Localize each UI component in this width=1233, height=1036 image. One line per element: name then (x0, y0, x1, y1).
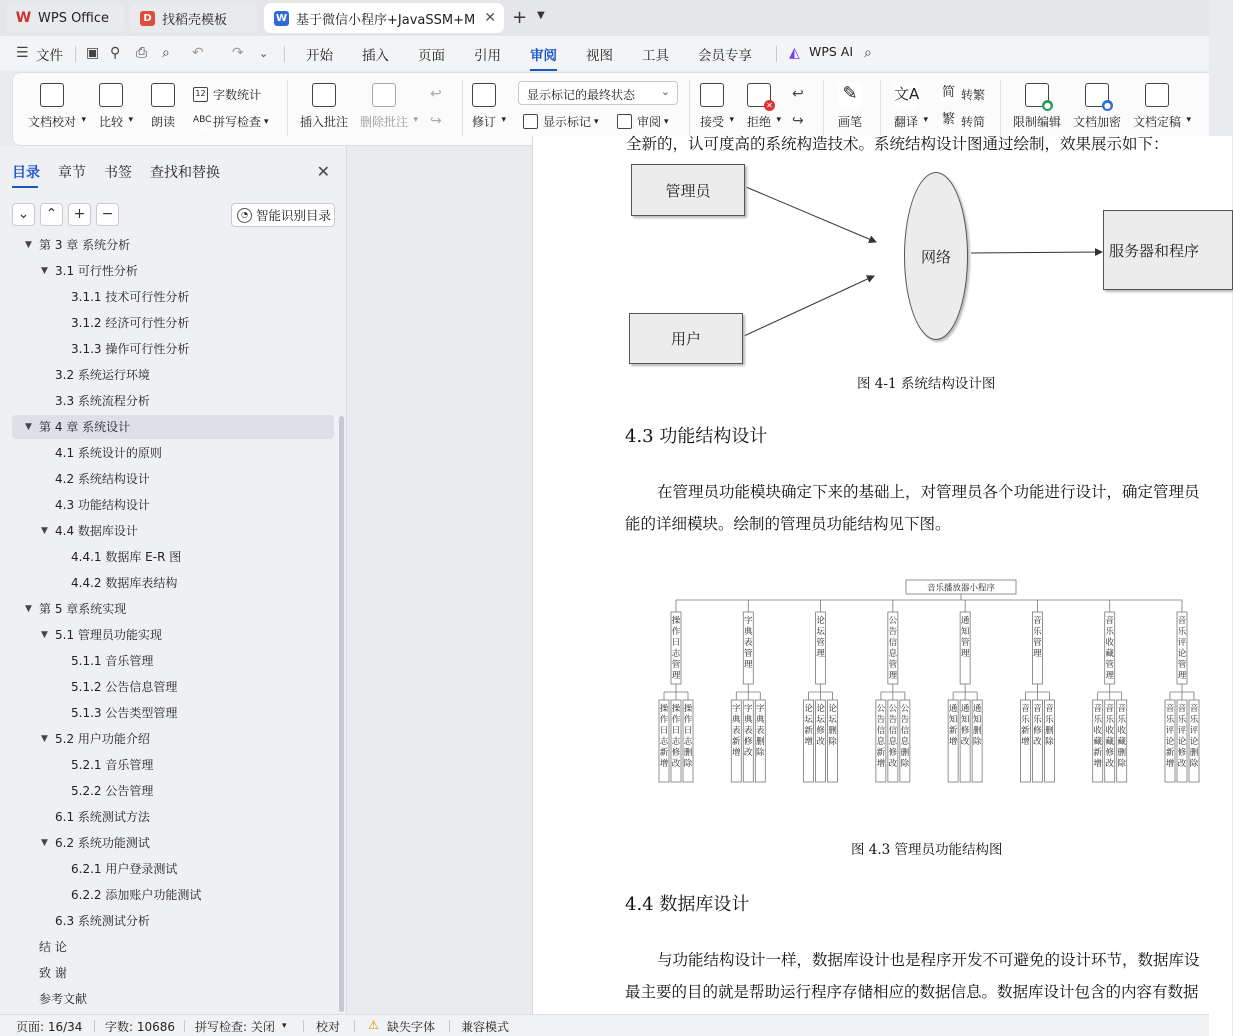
toc-item[interactable] (41, 623, 162, 647)
encrypt-button[interactable] (1073, 83, 1121, 130)
server-box: 服务器和程序 (1103, 210, 1233, 290)
chevron-down-icon: ⌄ (660, 85, 670, 98)
org-leaf-label: 音乐评论删除 (1189, 704, 1199, 769)
expand-toggle-icon[interactable]: ▼ (41, 838, 48, 848)
toc-item-label: 5.1.2 公告信息管理 (71, 680, 178, 694)
prev-change-icon[interactable]: ↩ (792, 86, 804, 102)
new-tab-icon[interactable]: + (512, 7, 528, 28)
close-icon[interactable]: ✕ (316, 162, 330, 181)
toc-item[interactable] (12, 415, 334, 439)
toc-item-label: 3.1 可行性分析 (55, 264, 138, 278)
org-leaf-label: 音乐修改 (1033, 704, 1042, 747)
print-preview-icon[interactable]: ⌕ (162, 45, 170, 61)
track-changes-label: 修订 (472, 115, 497, 129)
word-count-icon: 12 (193, 87, 208, 102)
expand-all-button[interactable]: ⌄ (12, 203, 35, 226)
toc-item[interactable] (39, 987, 87, 1011)
toc-item[interactable] (71, 857, 177, 881)
toc-item-label: 第 3 章 系统分析 (39, 238, 131, 252)
menu-tools[interactable]: 工具 (642, 48, 669, 64)
org-leaf-label: 操作日志修改 (671, 704, 681, 769)
admin-to-network-arrow (746, 187, 876, 242)
expand-toggle-icon[interactable]: ▼ (41, 630, 48, 640)
spell-check-icon: ABC (193, 114, 208, 129)
add-heading-button[interactable]: + (68, 203, 91, 226)
expand-toggle-icon[interactable]: ▼ (41, 266, 48, 276)
word-count-indicator[interactable]: 字数: 10686 (105, 1020, 176, 1034)
toc-item-label: 5.1 管理员功能实现 (55, 628, 162, 642)
encrypt-doc-icon (1085, 83, 1111, 110)
network-to-server-arrow (971, 252, 1102, 253)
toc-item[interactable] (71, 571, 177, 595)
org-leaf-label: 操作日志删除 (683, 704, 693, 769)
toc-item[interactable] (71, 883, 201, 907)
org-leaf-label: 公告信息修改 (888, 704, 898, 769)
toc-item[interactable] (71, 753, 153, 777)
translate-button[interactable]: 文A 翻译 ▾ (894, 85, 929, 129)
ribbon-divider (689, 80, 690, 136)
toc-item-label: 6.2.2 添加账户功能测试 (71, 888, 202, 902)
doc-check-icon (40, 83, 64, 107)
toc-item-label: 6.3 系统测试分析 (55, 914, 150, 928)
org-leaf-label: 音乐评论新增 (1165, 704, 1175, 769)
paragraph-4-3-line1: 在管理员功能模块确定下来的基础上，对管理员各个功能进行设计，确定管理员 (657, 483, 1200, 501)
ribbon-divider (1000, 80, 1001, 136)
next-change-icon[interactable]: ↪ (792, 113, 804, 129)
restrict-edit-label: 限制编辑 (1013, 115, 1062, 129)
review-pane-icon (617, 114, 632, 129)
next-comment-icon[interactable]: ↪ (430, 113, 442, 129)
delete-comment-label: 删除批注 (360, 115, 409, 129)
toc-item[interactable] (41, 727, 150, 751)
menu-file[interactable]: 文件 (36, 48, 63, 64)
toc-item-label: 6.2 系统功能测试 (55, 836, 150, 850)
ink-button[interactable] (838, 83, 862, 130)
toc-item[interactable] (55, 441, 162, 465)
org-module-label: 操作日志管理 (671, 616, 681, 681)
expand-toggle-icon[interactable]: ▼ (25, 240, 32, 250)
toc-item-label: 4.4.2 数据库表结构 (71, 576, 178, 590)
menu-page[interactable]: 页面 (418, 48, 445, 64)
tab-label: 找稻壳模板 (162, 12, 228, 28)
toc-item[interactable] (71, 337, 189, 361)
toc-item-label: 6.2.1 用户登录测试 (71, 862, 178, 876)
org-leaf-label: 论坛删除 (828, 704, 837, 747)
toc-item[interactable] (39, 961, 67, 985)
doc-check-button[interactable]: 文档校对 ▾ (28, 83, 76, 130)
org-module-label: 字典表管理 (744, 616, 753, 670)
spell-check-status[interactable]: 拼写检查: 关闭 (195, 1020, 275, 1034)
menu-home[interactable]: 开始 (306, 48, 333, 64)
status-divider (94, 1020, 95, 1032)
reject-label: 拒绝 (747, 115, 772, 129)
expand-toggle-icon[interactable]: ▼ (41, 526, 48, 536)
word-count-button[interactable] (193, 86, 261, 103)
ink-label: 画笔 (838, 115, 863, 129)
status-divider (184, 1020, 185, 1032)
title-tab-bar (0, 0, 1209, 36)
expand-toggle-icon[interactable]: ▼ (41, 734, 48, 744)
org-leaf-label: 通知修改 (960, 704, 970, 747)
show-markup-label: 显示标记 (543, 115, 592, 129)
network-ellipse: 网络 (904, 172, 968, 340)
toc-item-label: 5.1.1 音乐管理 (71, 654, 154, 668)
to-simplified-button[interactable] (941, 113, 985, 130)
hamburger-menu-icon[interactable]: ☰ (16, 45, 29, 61)
search-icon[interactable]: ⌕ (864, 45, 872, 61)
admin-box: 管理员 (631, 164, 745, 216)
org-module-label: 通知管理 (960, 616, 970, 659)
delete-comment-icon (372, 83, 396, 107)
chevron-down-icon[interactable]: ▾ (282, 1021, 287, 1031)
accept-icon (700, 83, 724, 107)
print-icon[interactable]: ⎙ (136, 45, 148, 61)
spell-check-button[interactable]: ABC 拼写检查 ▾ (193, 115, 269, 129)
insert-comment-label: 插入批注 (300, 115, 349, 129)
toc-item-label: 6.1 系统测试方法 (55, 810, 150, 824)
toc-item-label: 4.2 系统结构设计 (55, 472, 150, 486)
ribbon-divider (287, 80, 288, 136)
org-leaf-label: 音乐评论修改 (1177, 704, 1187, 769)
insert-comment-button[interactable] (300, 83, 348, 130)
docer-icon: D (140, 11, 155, 26)
status-divider (449, 1020, 450, 1032)
review-pane-button[interactable]: 审阅 ▾ (617, 113, 669, 130)
collapse-all-button[interactable]: ⌃ (40, 203, 63, 226)
toc-item-label: 5.2 用户功能介绍 (55, 732, 150, 746)
ai-recognize-icon: ◔ (237, 208, 252, 223)
org-leaf-label: 音乐收藏新增 (1093, 704, 1102, 769)
figure-4-3-caption: 图 4.3 管理员功能结构图 (851, 842, 1003, 858)
chevron-down-icon[interactable]: ▼ (537, 10, 545, 21)
toc-item[interactable] (25, 233, 131, 257)
toc-item-label: 5.1.3 公告类型管理 (71, 706, 178, 720)
toc-item[interactable] (55, 467, 150, 491)
org-leaf-label: 公告信息删除 (900, 704, 910, 769)
warning-icon: ⚠ (368, 1018, 379, 1032)
expand-toggle-icon[interactable]: ▼ (25, 604, 32, 614)
org-leaf-label: 音乐收藏修改 (1105, 704, 1114, 769)
org-module-label: 论坛管理 (816, 616, 825, 659)
close-icon[interactable]: ✕ (484, 10, 496, 26)
org-leaf-label: 音乐新增 (1021, 704, 1030, 747)
toc-item-label: 参考文献 (39, 992, 88, 1006)
paragraph-top: 全新的，认可度高的系统构造技术。系统结构设计图通过绘制，效果展示如下： (626, 135, 1169, 153)
toc-item-label: 3.1.3 操作可行性分析 (71, 342, 190, 356)
compare-button[interactable]: 比较 ▾ (99, 83, 123, 130)
proofread-status[interactable]: 校对 (316, 1020, 341, 1034)
ribbon-divider (462, 80, 463, 136)
org-module-label: 公告信息管理 (888, 616, 898, 681)
missing-font-status[interactable]: 缺失字体 (387, 1020, 436, 1034)
toc-item[interactable] (71, 545, 181, 569)
org-leaf-label: 论坛新增 (804, 704, 813, 747)
status-bar (0, 1014, 1209, 1036)
toc-item-label: 3.1.1 技术可行性分析 (71, 290, 190, 304)
toc-item[interactable] (55, 805, 150, 829)
insert-comment-icon (312, 83, 336, 107)
track-changes-icon (472, 83, 496, 107)
toc-item[interactable] (55, 389, 150, 413)
heading-4-4: 4.4 数据库设计 (625, 894, 750, 915)
menu-review[interactable]: 审阅 (530, 44, 557, 64)
toc-item-label: 3.3 系统流程分析 (55, 394, 150, 408)
toc-item-label: 3.1.2 经济可行性分析 (71, 316, 190, 330)
compare-label: 比较 (99, 115, 124, 129)
toc-item[interactable] (39, 935, 67, 959)
lock-doc-icon (1025, 83, 1051, 110)
read-aloud-icon (151, 83, 175, 107)
menu-view[interactable]: 视图 (586, 48, 613, 64)
finalize-doc-icon (1145, 83, 1169, 107)
toc-item[interactable] (71, 311, 189, 335)
pen-icon: ✎ (838, 83, 862, 107)
toc-item-label: 4.3 功能结构设计 (55, 498, 150, 512)
org-root-label: 音乐播放器小程序 (926, 583, 996, 594)
toc-item[interactable] (25, 597, 127, 621)
toc-item[interactable] (71, 285, 189, 309)
toc-item[interactable] (41, 519, 138, 543)
user-box: 用户 (629, 313, 743, 364)
org-module-label: 音乐管理 (1033, 616, 1042, 659)
toc-list (0, 238, 338, 1014)
restrict-edit-button[interactable] (1013, 83, 1061, 130)
lock-badge: ● (1042, 100, 1053, 111)
simplified-icon: 繁 (941, 112, 955, 127)
accept-label: 接受 (700, 115, 725, 129)
word-count-label: 字数统计 (213, 88, 262, 102)
traditional-icon: 简 (941, 85, 955, 100)
to-simplified-label: 转简 (961, 115, 986, 129)
toc-item-label: 3.2 系统运行环境 (55, 368, 150, 382)
org-leaf-label: 音乐收藏删除 (1117, 704, 1126, 769)
undo-icon[interactable]: ↶ (192, 45, 204, 61)
toc-item[interactable] (41, 259, 138, 283)
toc-item-label: 4.4.1 数据库 E-R 图 (71, 550, 182, 564)
tab-label: 基于微信小程序+JavaSSM+M (296, 12, 476, 28)
toc-item[interactable] (71, 701, 177, 725)
tab-current-document[interactable] (264, 3, 504, 33)
accept-button[interactable]: 接受 ▾ (700, 83, 724, 130)
doc-check-label: 文档校对 (28, 115, 77, 129)
tab-wps-office[interactable] (6, 3, 124, 33)
org-module-label: 音乐收藏管理 (1105, 616, 1114, 681)
toc-item-label: 第 5 章系统实现 (39, 602, 127, 616)
toc-item[interactable] (71, 675, 177, 699)
admin-function-structure-chart (533, 576, 1233, 816)
tab-label: WPS Office (38, 10, 110, 26)
quick-access-more-icon[interactable]: ⌄ (259, 47, 269, 60)
org-leaf-label: 论坛修改 (816, 704, 825, 747)
document-canvas (348, 135, 1209, 1014)
delete-comment-button[interactable]: 删除批注 ▾ (360, 83, 408, 130)
status-divider (303, 1020, 304, 1032)
markup-mode-value: 显示标记的最终状态 (527, 88, 636, 102)
key-badge: ● (1102, 100, 1113, 111)
status-divider (354, 1020, 355, 1032)
read-aloud-button[interactable] (151, 83, 175, 130)
page-indicator[interactable]: 页面: 16/34 (16, 1020, 83, 1034)
org-leaf-label: 字典表新增 (732, 704, 741, 758)
document-page (532, 136, 1232, 1036)
figure-4-1-caption: 图 4-1 系统结构设计图 (857, 376, 996, 392)
paragraph-4-3-line2: 能的详细模块。绘制的管理员功能结构见下图。 (625, 515, 951, 533)
toc-scrollbar[interactable] (339, 416, 344, 1012)
toc-item[interactable] (55, 909, 150, 933)
toc-item[interactable] (71, 649, 153, 673)
wps-logo-icon: W (15, 10, 32, 26)
menu-bar (0, 36, 1209, 70)
org-leaf-label: 公告信息新增 (876, 704, 886, 769)
share-icon[interactable]: ⚲ (110, 45, 121, 61)
org-leaf-label: 字典表修改 (744, 704, 753, 758)
smart-toc-button[interactable] (231, 203, 335, 227)
toc-item[interactable] (55, 363, 150, 387)
compare-icon (99, 83, 123, 107)
nav-tab-bookmarks[interactable]: 书签 (104, 165, 132, 181)
menu-references[interactable]: 引用 (474, 48, 501, 64)
wps-ai-icon[interactable]: ◭ (789, 45, 800, 61)
navigation-pane (0, 146, 347, 1014)
toc-item[interactable] (55, 493, 150, 517)
tab-docer-templates[interactable] (130, 3, 258, 33)
redo-icon[interactable]: ↷ (232, 45, 244, 61)
menu-divider (75, 46, 76, 62)
org-leaf-label: 通知新增 (948, 704, 958, 747)
compat-mode-status[interactable]: 兼容模式 (461, 1020, 510, 1034)
menu-wps-ai[interactable]: WPS AI (809, 44, 854, 59)
review-pane-label: 审阅 (637, 115, 662, 129)
menu-insert[interactable]: 插入 (362, 48, 389, 64)
to-traditional-button[interactable] (941, 86, 985, 103)
track-changes-button[interactable]: 修订 ▾ (472, 83, 496, 130)
translate-label: 翻译 (894, 115, 919, 129)
menu-divider (284, 46, 285, 62)
org-leaf-label: 字典表删除 (756, 704, 765, 758)
smart-toc-label: 智能识别目录 (256, 208, 332, 223)
paragraph-4-4-line1: 与功能结构设计一样，数据库设计也是程序开发不可避免的设计环节，数据库设 (657, 951, 1200, 969)
toc-item-label: 4.4 数据库设计 (55, 524, 138, 538)
expand-toggle-icon[interactable]: ▼ (25, 422, 32, 432)
to-traditional-label: 转繁 (961, 88, 986, 102)
toc-item[interactable] (41, 831, 150, 855)
prev-comment-icon[interactable]: ↩ (430, 86, 442, 102)
toc-item-label: 5.2.2 公告管理 (71, 784, 154, 798)
ribbon-divider (880, 80, 881, 136)
show-markup-button[interactable]: 显示标记 ▾ (523, 113, 599, 130)
markup-mode-select[interactable] (518, 81, 678, 105)
finalize-label: 文档定稿 (1133, 115, 1182, 129)
org-module-label: 音乐评论管理 (1177, 616, 1187, 681)
translate-icon: 文A (894, 83, 918, 107)
paragraph-4-4-line2: 最主要的目的就是帮助运行程序存储相应的数据信息。数据库设计包含的内容有数据 (625, 983, 1199, 1001)
nav-tab-toc[interactable]: 目录 (12, 162, 40, 188)
remove-heading-button[interactable]: − (96, 203, 119, 226)
spell-check-label: 拼写检查 (213, 115, 262, 129)
save-icon[interactable]: ▣ (86, 45, 100, 61)
org-leaf-label: 音乐删除 (1045, 704, 1054, 747)
toc-item-label: 第 4 章 系统设计 (39, 420, 131, 434)
heading-4-3: 4.3 功能结构设计 (625, 426, 768, 447)
finalize-button[interactable]: 文档定稿 ▾ (1133, 83, 1181, 130)
user-to-network-arrow (744, 276, 874, 336)
reject-button[interactable]: ✕ 拒绝 ▾ (747, 83, 771, 130)
nav-tab-chapters[interactable]: 章节 (58, 165, 86, 181)
read-aloud-label: 朗读 (151, 115, 176, 129)
toc-item-label: 致 谢 (39, 966, 67, 980)
encrypt-label: 文档加密 (1073, 115, 1122, 129)
menu-divider (776, 46, 777, 62)
toc-item-label: 5.2.1 音乐管理 (71, 758, 154, 772)
toc-item-label: 结 论 (39, 940, 67, 954)
ribbon-divider (823, 80, 824, 136)
toc-item[interactable] (71, 779, 153, 803)
toc-item-label: 4.1 系统设计的原则 (55, 446, 162, 460)
reject-badge: ✕ (764, 100, 775, 111)
reject-icon (747, 83, 773, 110)
show-markup-icon (523, 114, 538, 129)
nav-tabs (12, 162, 220, 188)
menu-member[interactable]: 会员专享 (698, 48, 752, 64)
org-leaf-label: 操作日志新增 (659, 704, 669, 769)
word-doc-icon: W (275, 12, 288, 24)
org-leaf-label: 通知删除 (972, 704, 982, 747)
nav-tab-find-replace[interactable]: 查找和替换 (150, 165, 220, 181)
